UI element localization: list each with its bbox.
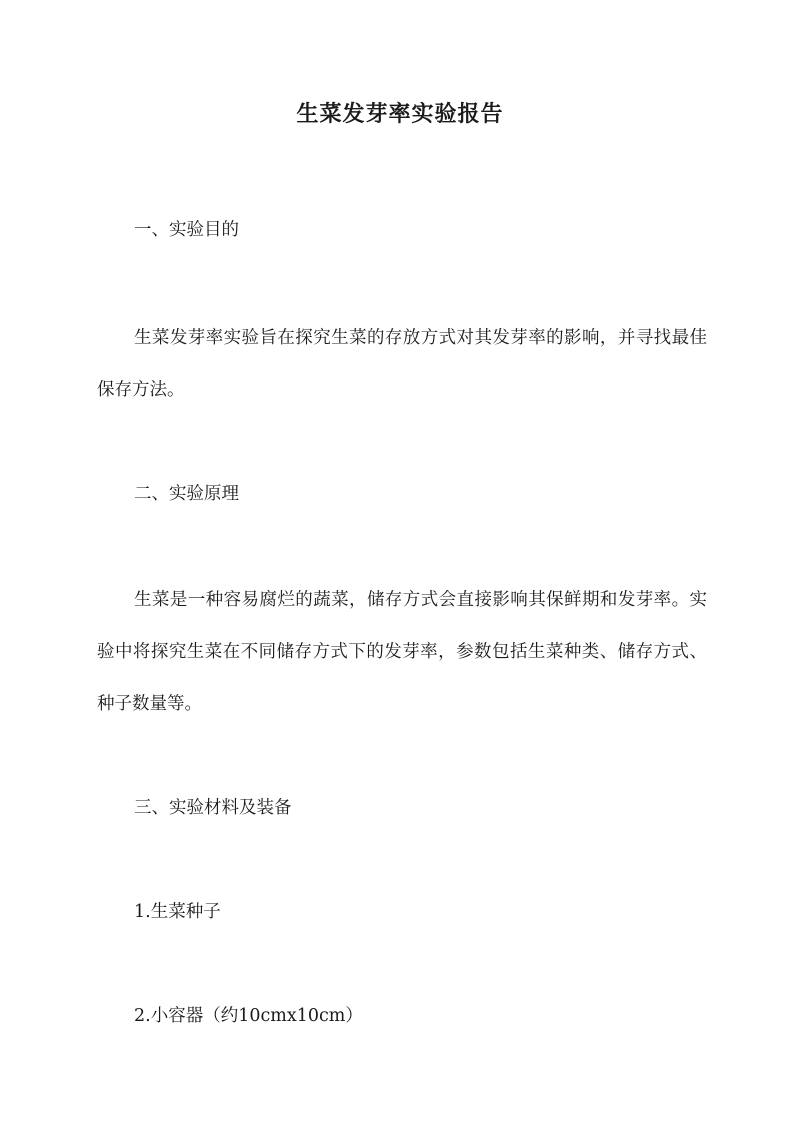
section-heading-materials: 三、实验材料及装备 bbox=[134, 798, 292, 818]
section-heading-purpose: 一、实验目的 bbox=[134, 220, 239, 240]
materials-item: 1.生菜种子 bbox=[134, 902, 221, 922]
materials-item: 2.小容器（约10cmx10cm） bbox=[134, 1006, 363, 1026]
section-body-purpose: 生菜发芽率实验旨在探究生菜的存放方式对其发芽率的影响，并寻找最佳保存方法。 bbox=[97, 328, 707, 400]
section-body-principle: 生菜是一种容易腐烂的蔬菜，储存方式会直接影响其保鲜期和发芽率。实验中将探究生菜在不同储存方式下的发芽率，参数包括生菜种类、储存方式、种子数量等。 bbox=[97, 590, 707, 714]
document-title: 生菜发芽率实验报告 bbox=[296, 101, 504, 127]
section-heading-principle: 二、实验原理 bbox=[134, 484, 239, 504]
